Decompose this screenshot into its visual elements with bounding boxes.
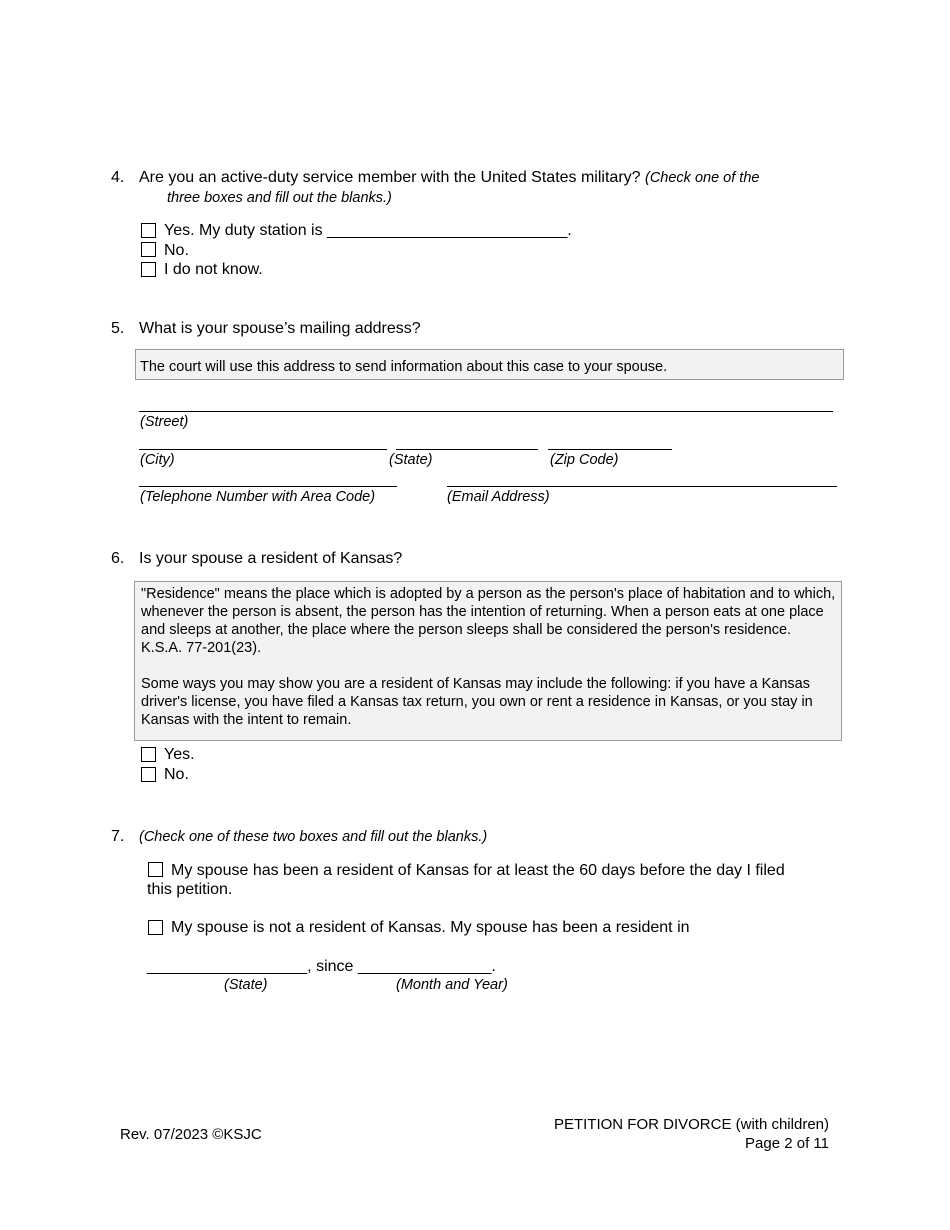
q4-question [139,169,759,187]
q4-instruction-line1: (Check one of the [645,170,760,186]
q4-instruction-line2: three boxes and fill out the blanks.) [167,190,392,206]
city-label: (City) [140,452,175,468]
street-label: (Street) [140,414,189,430]
q4-yes-label: Yes. My duty station is ___________________________. [164,222,572,239]
q6-yes-label: Yes. [164,746,195,763]
q4-no-label: No. [164,242,189,259]
q4-question-text: Are you an active-duty service member with the United States military? [139,169,641,186]
q6-info-box [134,581,842,741]
footer-form-title: PETITION FOR DIVORCE (with children) [553,1116,829,1133]
q7-state-label: (State) [224,977,268,993]
q6-no-label: No. [164,766,189,783]
q4-yes-checkbox[interactable] [141,223,156,238]
q7-option2-checkbox[interactable] [148,920,163,935]
q5-number: 5. [111,320,125,337]
q6-info-para1: "Residence" means the place which is adopted by a person as the person's place of habitation and to which, whenever the person is absent, the person has the intention of returning. When a person eats at one place and sleeps at another, the place where the person sleeps shall be considered the person's residence. K.S.A. 77-201(23). [141,586,836,656]
q5-info-box [135,349,844,380]
q7-option1-checkbox[interactable] [148,862,163,877]
state-label: (State) [389,452,433,468]
q7-fill-line[interactable]: __________________, since _______________. [147,958,496,975]
q5-info-text: The court will use this address to send information about this case to your spouse. [140,359,668,375]
q5-question: What is your spouse’s mailing address? [139,320,421,337]
q6-question: Is your spouse a resident of Kansas? [139,550,403,567]
phone-label: (Telephone Number with Area Code) [140,489,376,505]
state-field[interactable] [396,449,538,450]
q4-unknown-label: I do not know. [164,261,263,278]
q7-instruction: (Check one of these two boxes and fill out the blanks.) [139,829,488,845]
q7-option2-text: My spouse is not a resident of Kansas. My spouse has been a resident in [171,919,690,936]
zip-label: (Zip Code) [550,452,619,468]
email-field[interactable] [447,486,837,487]
street-field[interactable] [139,411,833,412]
q6-no-checkbox[interactable] [141,767,156,782]
zip-field[interactable] [548,449,672,450]
q6-info-para2: Some ways you may show you are a resident of Kansas may include the following: if you have a Kansas driver's license, you have filed a Kansas tax return, you own or rent a residence in Kansas, or you stay in Kansas with the intent to remain. [141,676,813,728]
q7-number: 7. [111,828,125,845]
q4-unknown-checkbox[interactable] [141,262,156,277]
q7-option1-line1: My spouse has been a resident of Kansas for at least the 60 days before the day I filed [171,862,785,879]
q4-no-checkbox[interactable] [141,242,156,257]
q7-option1-line2: this petition. [147,881,233,898]
city-field[interactable] [139,449,387,450]
phone-field[interactable] [139,486,397,487]
q6-number: 6. [111,550,125,567]
email-label: (Email Address) [447,489,550,505]
footer-revision: Rev. 07/2023 ©KSJC [120,1126,262,1143]
q4-number: 4. [111,169,125,186]
footer-page-number: Page 2 of 11 [745,1135,829,1152]
q6-yes-checkbox[interactable] [141,747,156,762]
q7-date-label: (Month and Year) [396,977,508,993]
